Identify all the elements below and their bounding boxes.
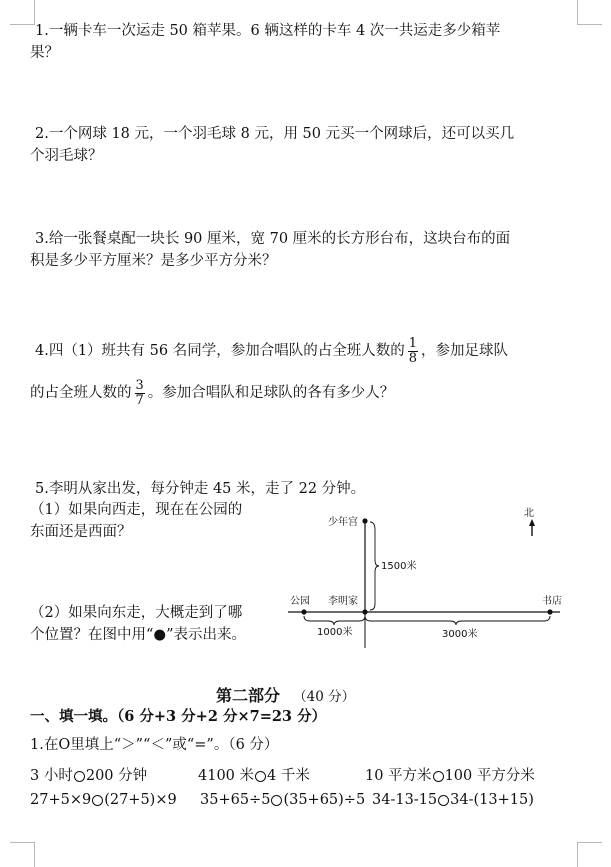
fraction-three-sevenths: $\frac{3}{7}$ <box>135 377 144 408</box>
item-1-instruction: 1.在O里填上“＞”“＜”或“=”。（6 分） <box>30 737 279 753</box>
compare-item: 3 小时 200 分钟 <box>30 768 148 784</box>
youth-palace-label: 少年宫 <box>328 517 358 528</box>
question-2 <box>30 123 514 167</box>
bookstore-label: 书店 <box>542 596 562 607</box>
question-5-intro: 5.李明从家出发，每分钟走 45 米，走了 22 分钟。 <box>35 481 366 497</box>
question-3 <box>30 228 510 272</box>
question-5-sub2-line1: （2）如果向东走，大概走到了哪 <box>30 605 243 621</box>
question-5-sub1-line2: 东面还是西面？ <box>30 524 132 540</box>
question-5-sub2 <box>30 602 246 646</box>
bracket-east <box>365 616 550 625</box>
north-label: 北 <box>524 508 534 519</box>
question-2-line1: 2.一个网球 18 元，一个羽毛球 8 元，用 50 元买一个网球后，还可以买几 <box>35 126 515 142</box>
question-4-line1-post: ，参加足球队 <box>421 343 509 359</box>
bookstore-point <box>547 609 552 614</box>
compare-item: 4100 米 4 千米 <box>198 768 310 784</box>
answer-circle[interactable] <box>271 795 282 806</box>
question-4-line2-pre: 的占全班人数的 <box>30 385 132 401</box>
answer-circle[interactable] <box>433 771 444 782</box>
crop-mark-top-right <box>577 0 602 25</box>
question-2-line2: 个羽毛球？ <box>30 148 103 164</box>
question-5-sub1 <box>30 499 242 543</box>
fraction-one-eighth: $\frac{1}{8}$ <box>408 335 418 366</box>
compare-row-2 <box>30 792 590 814</box>
crop-mark-bottom-left <box>10 842 35 867</box>
compare-item: 35+65÷5 (35+65)÷5 <box>200 792 366 808</box>
part2-score: （40 分） <box>293 689 356 705</box>
question-1-line2: 果？ <box>30 45 59 61</box>
direction-map <box>280 500 580 650</box>
crop-mark-bottom-right <box>577 842 602 867</box>
bracket-north <box>370 522 379 610</box>
question-3-line2: 积是多少平方厘米？是多少平方分米？ <box>30 253 277 269</box>
park-label: 公园 <box>290 596 310 607</box>
distance-east: 3000米 <box>442 629 478 640</box>
youth-palace-point <box>362 518 367 523</box>
part2-header <box>216 683 355 706</box>
question-5-sub2-line2: 个位置？在图中用“●”表示出来。 <box>30 627 246 643</box>
question-1-line1: 1.一辆卡车一次运走 50 箱苹果。6 辆这样的卡车 4 次一共运走多少箱苹 <box>35 23 501 39</box>
distance-west: 1000米 <box>317 627 353 638</box>
question-4-line2 <box>30 373 394 413</box>
section-fill-in: 一、填一填。（6 分+3 分+2 分×7=23 分） <box>30 708 327 725</box>
home-point <box>362 609 367 614</box>
distance-north: 1500米 <box>381 561 417 572</box>
question-4-line2-post: 。参加合唱队和足球队的各有多少人？ <box>147 385 395 401</box>
question-1 <box>30 20 500 64</box>
question-4-line1-pre: 4.四（1）班共有 56 名同学，参加合唱队的占全班人数的 <box>35 343 405 359</box>
part2-title: 第二部分 <box>216 686 281 705</box>
answer-circle[interactable] <box>255 771 266 782</box>
compare-row-1 <box>30 764 590 786</box>
compare-item: 10 平方米 100 平方分米 <box>365 768 535 784</box>
answer-circle[interactable] <box>74 771 85 782</box>
compare-item: 27+5×9 (27+5)×9 <box>30 792 177 808</box>
answer-circle[interactable] <box>438 795 449 806</box>
home-label: 李明家 <box>328 596 358 607</box>
question-4 <box>35 332 508 370</box>
question-3-line1: 3.给一张餐桌配一块长 90 厘米，宽 70 厘米的长方形台布，这块台布的面 <box>35 231 511 247</box>
compare-item: 34-13-15 34-(13+15) <box>372 792 534 808</box>
park-point <box>301 609 306 614</box>
bracket-west <box>304 616 365 625</box>
question-5-sub1-line1: （1）如果向西走，现在在公园的 <box>30 502 243 518</box>
answer-circle[interactable] <box>92 795 103 806</box>
north-arrow-head <box>529 519 535 526</box>
